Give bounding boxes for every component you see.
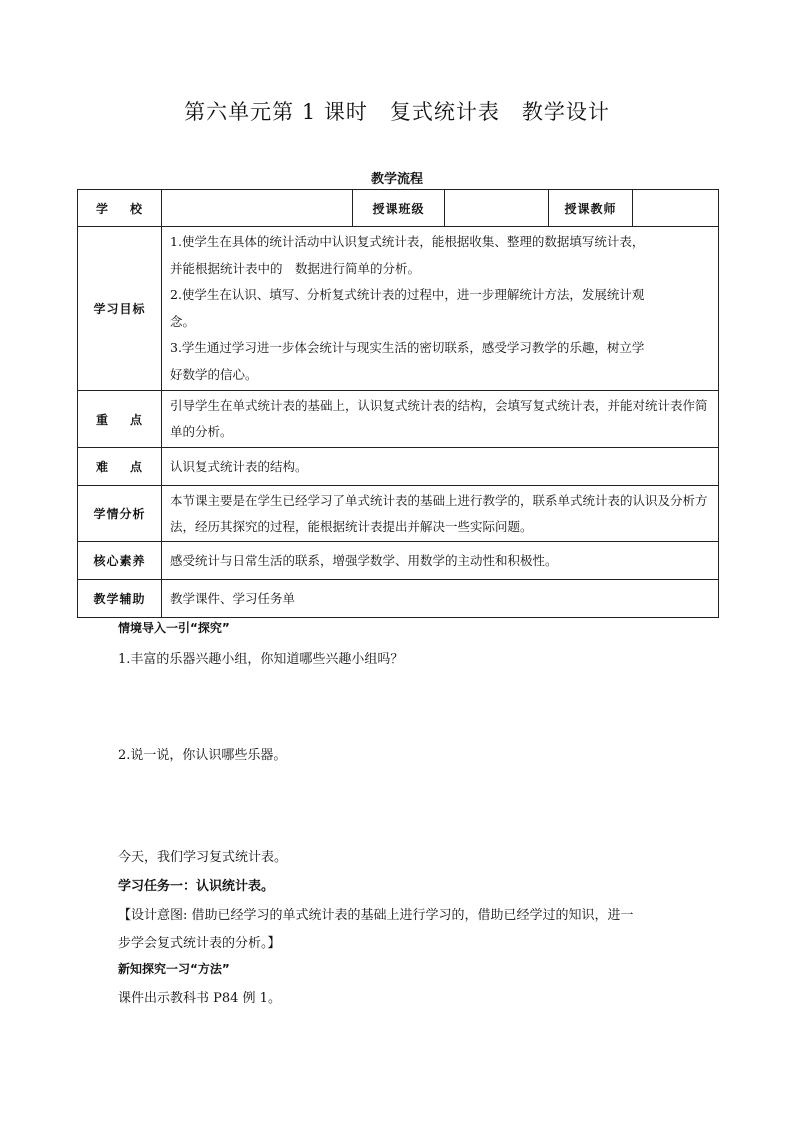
goal-line: 3.学生通过学习进一步体会统计与现实生活的密切联系，感受学习教学的乐趣，树立学 [170,340,645,355]
design-intent-line: 【设计意图: 借助已经学习的单式统计表的基础上进行学习的，借助已经学过的知识，进一 [118,908,634,923]
table-row [78,190,719,227]
intro-heading: 情境导入一引“探究” [118,621,230,635]
goals-content [162,227,719,391]
literacy-content: 感受统计与日常生活的联系，增强学数学、用数学的主动性和积极性。 [162,542,719,580]
key-points-label: 重 点 [78,391,162,448]
design-intent-line: 步学会复式统计表的分析。】 [118,936,281,951]
aids-content: 教学课件、学习任务单 [162,580,719,618]
question-1: 1.丰富的乐器兴趣小组，你知道哪些兴趣小组吗？ [118,652,404,667]
lesson-info-table [77,189,719,618]
section-heading: 教学流程 [370,172,423,187]
table-row [78,448,719,486]
class-label: 授课班级 [353,190,445,227]
goal-line: 好数学的信心。 [170,366,258,382]
table-row [78,227,719,391]
goal-line: 2.使学生在认识、填写、分析复式统计表的过程中，进一步理解统计方法，发展统计观 [170,287,645,302]
difficulty-content: 认识复式统计表的结构。 [162,448,719,486]
table-row [78,580,719,618]
table-row [78,391,719,448]
aids-label: 教学辅助 [78,580,162,618]
goal-line: 1.使学生在具体的统计活动中认识复式统计表，能根据收集、整理的数据填写统计表， [170,234,645,249]
goal-line: 念。 [170,313,196,329]
difficulty-label: 难 点 [78,448,162,486]
page-title: 第六单元第 1 课时 复式统计表 教学设计 [184,100,610,124]
teacher-label: 授课教师 [549,190,633,227]
task-1-heading: 学习任务一：认识统计表。 [118,879,275,894]
teacher-value [633,190,719,227]
key-points-content: 引导学生在单式统计表的基础上，认识复式统计表的结构，会填写复式统计表，并能对统计表作简单的分析。 [162,391,719,448]
courseware-text: 课件出示教科书 P84 例 1。 [118,991,281,1006]
school-value [162,190,353,227]
question-2: 2.说一说，你认识哪些乐器。 [118,748,287,763]
today-text: 今天，我们学习复式统计表。 [118,850,288,865]
table-row [78,542,719,580]
new-knowledge-heading: 新知探究一习“方法” [118,962,230,976]
literacy-label: 核心素养 [78,542,162,580]
school-label: 学 校 [78,190,162,227]
class-value [445,190,549,227]
goal-line: 并能根据统计表中的 数据进行简单的分析。 [170,260,421,276]
analysis-content: 本节课主要是在学生已经学习了单式统计表的基础上进行教学的，联系单式统计表的认识及分析方法，经历其探究的过程，能根据统计表提出并解决一些实际问题。 [162,486,719,542]
goals-label: 学习目标 [78,227,162,391]
table-row [78,486,719,542]
analysis-label: 学情分析 [78,486,162,542]
